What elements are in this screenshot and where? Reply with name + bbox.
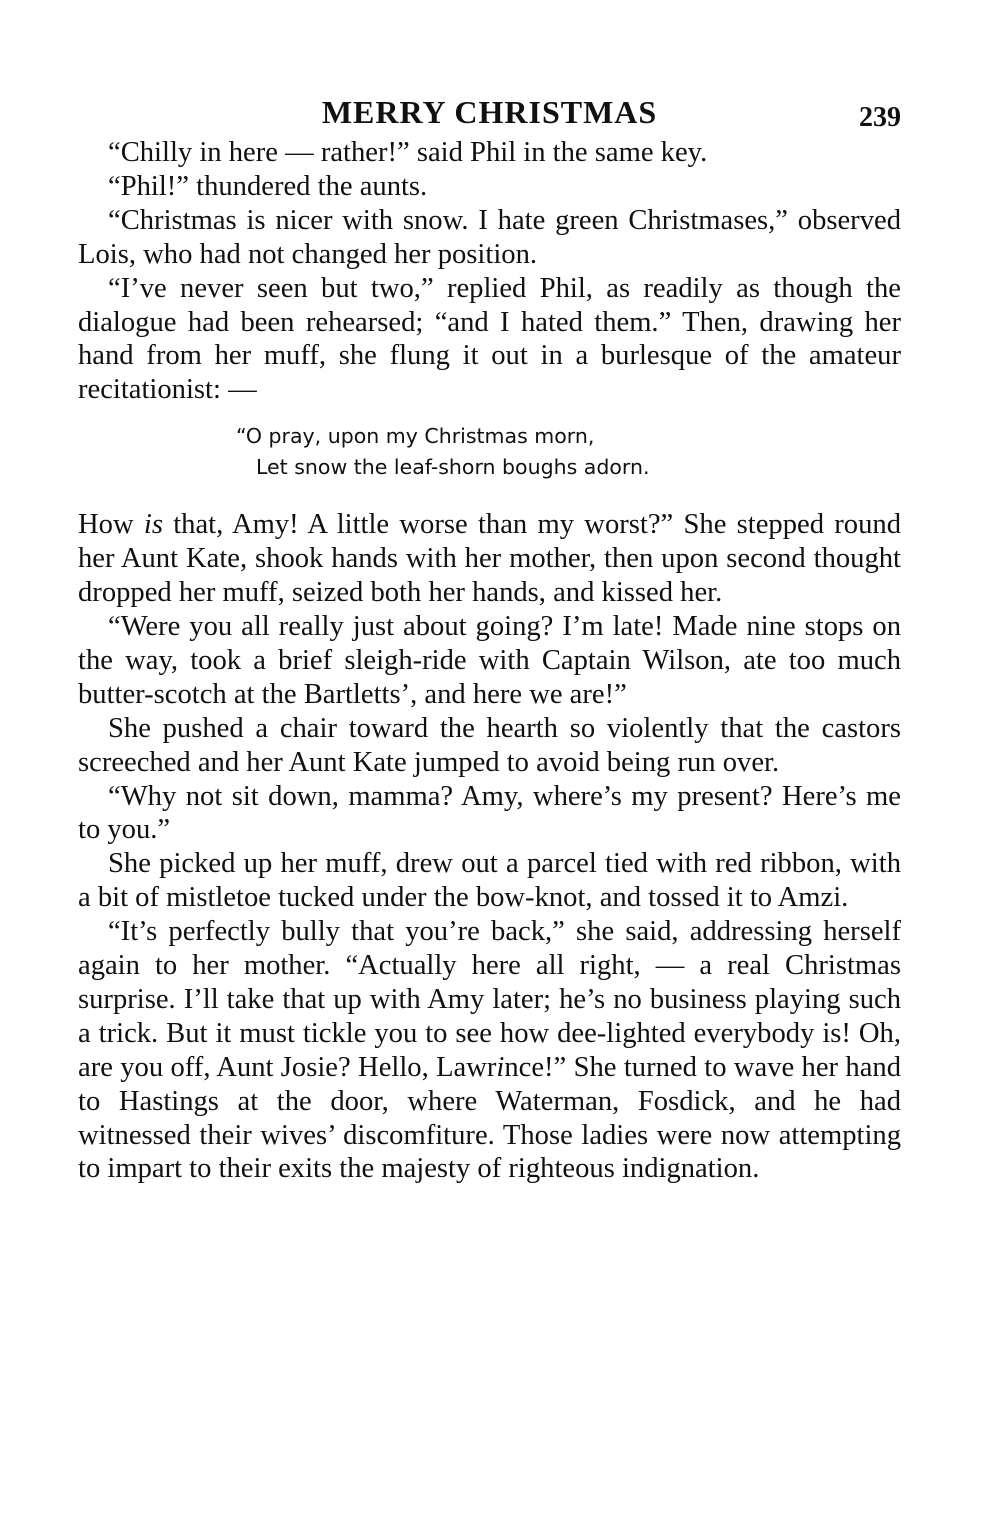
paragraph-christmas-snow: “Christmas is nicer with snow. I hate green Christmases,” observed Lois, who had not changed her position. [78, 204, 901, 270]
book-page [78, 88, 901, 1186]
paragraph-never-seen: “I’ve never seen but two,” replied Phil, as readily as though the dialogue had been rehearsed; “and I hated them.” Then, drawing her hand from her muff, she flung it out in a burlesque of the amateur recitationist: — [78, 272, 901, 406]
page-number: 239 [859, 102, 901, 133]
paragraph-picked-up-muff: She picked up her muff, drew out a parcel tied with red ribbon, with a bit of mistletoe tucked under the bow-knot, and tossed it to Amzi. [78, 848, 901, 914]
running-head [78, 88, 901, 136]
paragraph-were-you-going: “Were you all really just about going? I’m late! Made nine stops on the way, took a brief sleigh-ride with Captain Wilson, ate too much butter-scotch at the Bartletts’, and here we are!” [78, 610, 901, 710]
emphasized-word: is [143, 509, 163, 541]
paragraph-why-not-sit: “Why not sit down, mamma? Amy, where’s my present? Here’s me to you.” [78, 780, 901, 846]
body-text [78, 136, 901, 1186]
paragraph-pushed-chair: She pushed a chair toward the hearth so violently that the castors screeched and her Aunt Kate jumped to avoid being run over. [78, 712, 901, 778]
text-segment: that, Amy! A little worse than my worst?” She stepped round her Aunt Kate, shook hands with her mother, then upon second thought dropped her muff, seized both her hands, and kissed her. [78, 509, 901, 609]
text-segment: “It’s perfectly bully that you’re back,” she said, addressing herself again to her mother. “Actually here all right, — a real Christmas surprise. I’ll take that up with Amy later; he’s no business playing such a trick. But it must tickle you to see how dee-lighted everybody is! Oh, are you off, Aunt Josie? Hello, Lawr [78, 916, 901, 1083]
text-segment: nce!” She turned to wave her hand to Hastings at the door, where Waterman, Fosdick, and he had witnessed their wives’ discomfiture. Those ladies were now attempting to impart to their exits the majesty of righteous indignation. [78, 1051, 901, 1185]
verse-quote [236, 421, 901, 483]
emphasized-letter: i [496, 1051, 505, 1083]
verse-line-2: Let snow the leaf-shorn boughs adorn. [256, 455, 650, 480]
paragraph-how-is-that [78, 508, 901, 610]
verse-line-1: “O pray, upon my Christmas morn, [236, 424, 595, 449]
running-title: MERRY CHRISTMAS [321, 94, 658, 130]
paragraph-chilly: “Chilly in here — rather!” said Phil in the same key. [108, 137, 708, 168]
paragraph-phil-thundered: “Phil!” thundered the aunts. [108, 170, 428, 202]
text-segment: How [78, 509, 144, 541]
paragraph-perfectly-bully [78, 915, 901, 1186]
